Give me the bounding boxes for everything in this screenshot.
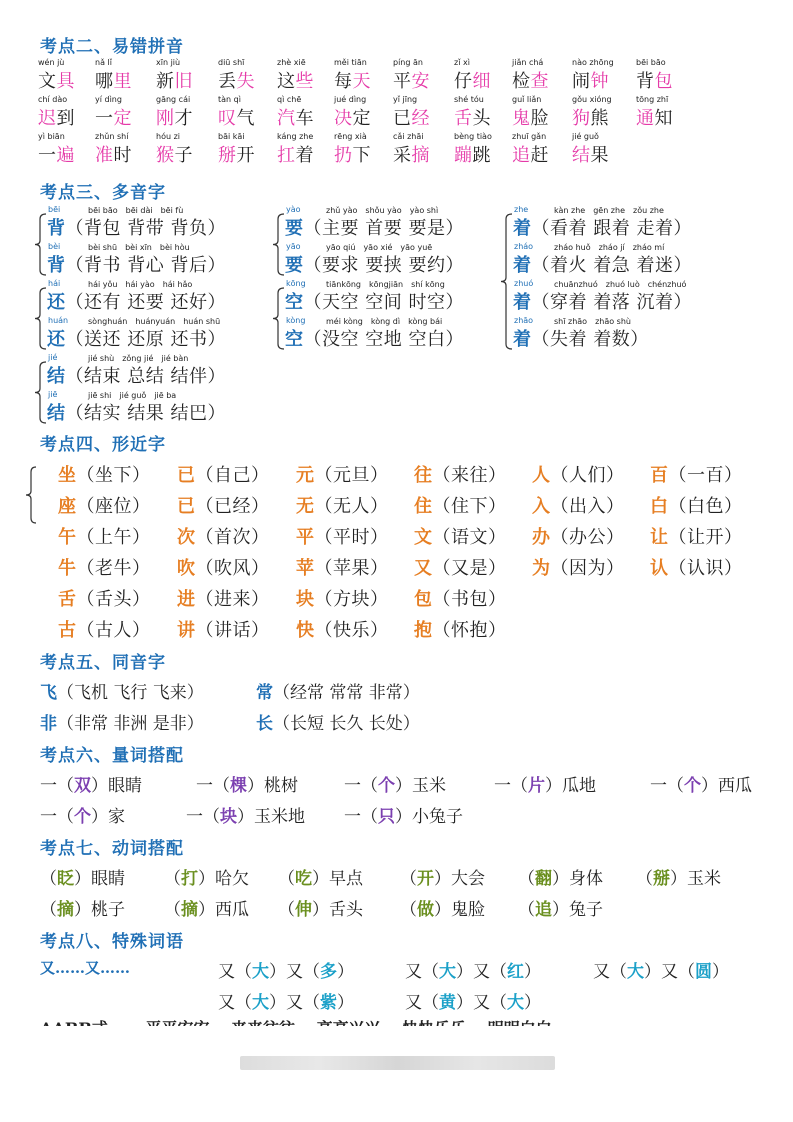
section-title-4: 考点四、形近字 [40,435,166,455]
word-pair: 准时 [95,145,132,166]
word-pair: 结果 [572,145,609,166]
special-phrase-entry: 又（黄）又（大） [405,993,541,1013]
similar-char-entry: 百（一百） [650,465,743,486]
section-title-8: 考点八、特殊词语 [40,932,184,952]
word-pair: 平安 [393,71,430,92]
measure-word-entry: 一（个）玉米 [344,776,446,796]
similar-char-entry: 舌（舌头） [58,589,151,610]
section-title-5: 考点五、同音字 [40,653,166,673]
pinyin-label: rēng xià [334,132,367,141]
word-pair: 狗熊 [572,108,609,129]
page-cut-area [0,1026,793,1122]
word-pair: 这些 [277,71,314,92]
polyphone-pinyin: zhāo [514,316,534,325]
word-pair: 蹦跳 [454,145,491,166]
similar-char-entry: 办（办公） [532,527,625,548]
polyphone-pinyin: hái [48,279,61,288]
verb-pairing-entry: （伸）舌头 [278,900,363,920]
similar-char-entry: 入（出入） [532,496,625,517]
similar-char-entry: 人（人们） [532,465,625,486]
pinyin-label: diū shī [218,58,245,67]
similar-char-entry: 进（进来） [177,589,270,610]
measure-word-entry: 一（片）瓜地 [494,776,596,796]
polyphone-entry: 结（结实 结果 结巴） [47,403,226,424]
phrase-pinyin: hái yǒu hái yào hái hǎo [88,280,193,289]
polyphone-pinyin: yào [286,205,301,214]
similar-char-entry: 住（住下） [414,496,507,517]
pinyin-label: bèng tiào [454,132,492,141]
verb-pairing-entry: （吃）早点 [278,869,363,889]
section-title-3: 考点三、多音字 [40,183,166,203]
similar-char-entry: 已（自己） [177,465,270,486]
polyphone-entry: 背（背书 背心 背后） [47,255,226,276]
pattern-label: 又……又…… [40,959,131,977]
similar-char-entry: 又（又是） [414,558,507,579]
pinyin-label: nǎ lǐ [95,58,112,67]
polyphone-pinyin: bèi [48,242,61,251]
polyphone-entry: 着（穿着 着落 沉着） [513,292,692,313]
measure-word-entry: 一（个）家 [40,807,125,827]
pinyin-label: bāi kāi [218,132,245,141]
pinyin-label: shé tóu [454,95,484,104]
homophone-entry: 长（长短 长久 长处） [256,714,420,734]
polyphone-pinyin: zhe [514,205,529,214]
word-pair: 每天 [334,71,371,92]
pinyin-label: tōng zhī [636,95,669,104]
similar-char-entry: 讲（讲话） [177,620,270,641]
pinyin-label: yǐ jīng [393,95,418,104]
curly-brace [24,466,38,524]
word-pair: 刚才 [156,108,193,129]
word-pair: 已经 [393,108,430,129]
pinyin-label: hóu zi [156,132,180,141]
polyphone-pinyin: jié [48,353,58,362]
section-title-7: 考点七、动词搭配 [40,839,184,859]
polyphone-entry: 还（还有 还要 还好） [47,292,226,313]
similar-char-entry: 元（元旦） [296,465,389,486]
verb-pairing-entry: （做）鬼脸 [400,900,485,920]
polyphone-entry: 着（看着 跟着 走着） [513,218,692,239]
similar-char-entry: 苹（苹果） [296,558,389,579]
pinyin-label: měi tiān [334,58,367,67]
similar-char-entry: 抱（怀抱） [414,620,507,641]
phrase-pinyin: jiē shi jié guǒ jiē ba [88,391,177,400]
special-phrase-entry: 又（大）又（圆） [593,962,729,982]
pinyin-label: káng zhe [277,132,314,141]
homophone-entry: 非（非常 非洲 是非） [40,714,204,734]
verb-pairing-entry: （开）大会 [400,869,485,889]
similar-char-entry: 认（认识） [650,558,743,579]
verb-pairing-entry: （摘）西瓜 [164,900,249,920]
polyphone-pinyin: kōng [286,279,306,288]
word-pair: 掰开 [218,145,255,166]
measure-word-entry: 一（双）眼睛 [40,776,142,796]
phrase-pinyin: tiānkōng kōngjiān shí kōng [326,280,445,289]
pinyin-label: jué dìng [334,95,367,104]
curly-brace [272,213,286,276]
similar-char-entry: 已（已经） [177,496,270,517]
pinyin-label: jiǎn chá [512,58,544,67]
similar-char-entry: 文（语文） [414,527,507,548]
verb-pairing-entry: （掰）玉米 [636,869,721,889]
special-phrase-entry: 又（大）又（多） [218,962,354,982]
word-pair: 扔下 [334,145,371,166]
pinyin-label: chí dào [38,95,68,104]
polyphone-entry: 空（天空 空间 时空） [285,292,464,313]
similar-char-entry: 午（上午） [58,527,151,548]
pinyin-label: cǎi zhāi [393,132,424,141]
pinyin-label: gāng cái [156,95,191,104]
polyphone-entry: 要（主要 首要 要是） [285,218,464,239]
word-pair: 追赶 [512,145,549,166]
pinyin-label: nào zhōng [572,58,614,67]
similar-char-entry: 无（无人） [296,496,389,517]
pinyin-label: zhè xiē [277,58,306,67]
verb-pairing-entry: （翻）身体 [518,869,603,889]
pinyin-label: yí dìng [95,95,122,104]
phrase-pinyin: zhǔ yào shǒu yào yào shì [326,206,439,215]
word-pair: 背包 [636,71,673,92]
similar-char-entry: 为（因为） [532,558,625,579]
polyphone-entry: 要（要求 要挟 要约） [285,255,464,276]
polyphone-entry: 背（背包 背带 背负） [47,218,226,239]
phrase-pinyin: bēi bāo bēi dài bēi fù [88,206,184,215]
similar-char-entry: 平（平时） [296,527,389,548]
phrase-pinyin: yāo qiú yāo xié yāo yuē [326,243,433,252]
word-pair: 新旧 [156,71,193,92]
polyphone-pinyin: jiē [48,390,58,399]
word-pair: 采摘 [393,145,430,166]
phrase-pinyin: bèi shū bèi xīn bèi hòu [88,243,190,252]
curly-brace [500,213,514,350]
pinyin-label: píng ān [393,58,423,67]
measure-word-entry: 一（棵）桃树 [196,776,298,796]
curly-brace [34,361,48,424]
measure-word-entry: 一（块）玉米地 [186,807,305,827]
word-pair: 汽车 [277,108,314,129]
word-pair: 决定 [334,108,371,129]
pinyin-label: wén jù [38,58,65,67]
word-pair: 猴子 [156,145,193,166]
pinyin-label: gǒu xióng [572,95,612,104]
curly-brace [272,287,286,350]
phrase-pinyin: shī zhāo zhāo shù [554,317,631,326]
section-title-2: 考点二、易错拼音 [40,37,184,57]
pinyin-label: yì biān [38,132,65,141]
phrase-pinyin: jié shù zǒng jié jié bàn [88,354,189,363]
similar-char-entry: 白（白色） [650,496,743,517]
polyphone-pinyin: huán [48,316,69,325]
polyphone-entry: 着（着火 着急 着迷） [513,255,692,276]
polyphone-pinyin: bēi [48,205,61,214]
special-phrase-entry: 又（大）又（红） [405,962,541,982]
pinyin-label: zhuī gǎn [512,132,547,141]
pinyin-label: zǐ xì [454,58,470,67]
pinyin-label: xīn jiù [156,58,181,67]
polyphone-entry: 着（失着 着数） [513,329,649,350]
polyphone-entry: 空（没空 空地 空白） [285,329,464,350]
word-pair: 一遍 [38,145,75,166]
similar-char-entry: 牛（老牛） [58,558,151,579]
phrase-pinyin: méi kòng kòng dì kòng bái [326,317,443,326]
pinyin-label: jié guǒ [572,132,599,141]
word-pair: 叹气 [218,108,255,129]
phrase-pinyin: sònghuán huányuán huán shū [88,317,221,326]
similar-char-entry: 快（快乐） [296,620,389,641]
word-pair: 舌头 [454,108,491,129]
similar-char-entry: 古（古人） [58,620,151,641]
similar-char-entry: 让（让开） [650,527,743,548]
homophone-entry: 飞（飞机 飞行 飞来） [40,683,204,703]
pinyin-label: tàn qì [218,95,241,104]
curly-brace [34,213,48,276]
polyphone-pinyin: zháo [514,242,534,251]
pinyin-label: bēi bāo [636,58,666,67]
similar-char-entry: 包（书包） [414,589,507,610]
word-pair: 闹钟 [572,71,609,92]
verb-pairing-entry: （追）兔子 [518,900,603,920]
measure-word-entry: 一（个）西瓜 [650,776,752,796]
similar-char-entry: 块（方块） [296,589,389,610]
phrase-pinyin: kàn zhe gēn zhe zǒu zhe [554,206,664,215]
phrase-pinyin: zháo huǒ zháo jí zháo mí [554,243,665,252]
word-pair: 通知 [636,108,673,129]
polyphone-pinyin: kòng [286,316,306,325]
pinyin-label: zhǔn shí [95,132,129,141]
phrase-pinyin: chuānzhuó zhuó luò chénzhuó [554,280,687,289]
pinyin-label: qì chē [277,95,302,104]
polyphone-pinyin: zhuó [514,279,534,288]
word-pair: 文具 [38,71,75,92]
verb-pairing-entry: （眨）眼睛 [40,869,125,889]
word-pair: 鬼脸 [512,108,549,129]
verb-pairing-entry: （打）哈欠 [164,869,249,889]
similar-char-entry: 次（首次） [177,527,270,548]
section-title-6: 考点六、量词搭配 [40,746,184,766]
similar-char-entry: 往（来往） [414,465,507,486]
polyphone-entry: 还（送还 还原 还书） [47,329,226,350]
curly-brace [34,287,48,350]
word-pair: 迟到 [38,108,75,129]
word-pair: 一定 [95,108,132,129]
polyphone-entry: 结（结束 总结 结伴） [47,366,226,387]
word-pair: 扛着 [277,145,314,166]
similar-char-entry: 吹（吹风） [177,558,270,579]
word-pair: 哪里 [95,71,132,92]
special-phrase-entry: 又（大）又（紫） [218,993,354,1013]
homophone-entry: 常（经常 常常 非常） [256,683,420,703]
pinyin-label: guǐ liǎn [512,95,542,104]
similar-char-entry: 坐（坐下） [58,465,151,486]
word-pair: 检查 [512,71,549,92]
blurred-watermark [240,1056,555,1070]
polyphone-pinyin: yāo [286,242,301,251]
similar-char-entry: 座（座位） [58,496,151,517]
verb-pairing-entry: （摘）桃子 [40,900,125,920]
word-pair: 丢失 [218,71,255,92]
word-pair: 仔细 [454,71,491,92]
measure-word-entry: 一（只）小兔子 [344,807,463,827]
